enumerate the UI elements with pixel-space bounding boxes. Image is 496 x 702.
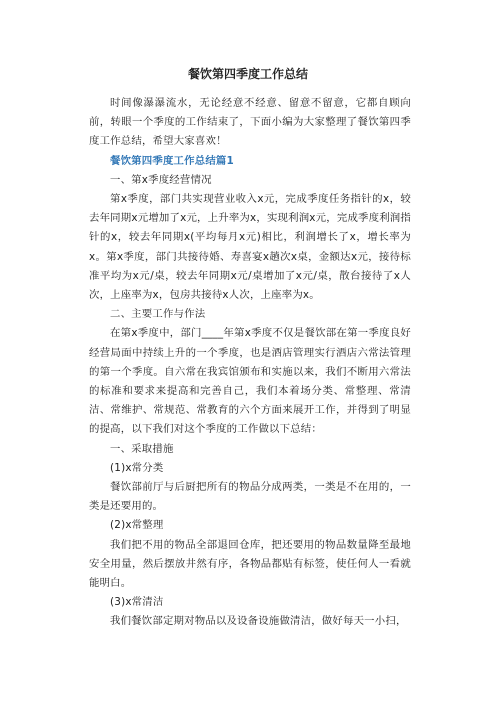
intro-paragraph: 时间像瀑瀑流水，无论经意不经意、留意不留意，它都自顾向前，转眼一个季度的工作结束了，下面小编为大家整理了餐饮第四季度工作总结，希望大家喜欢！ <box>89 97 411 148</box>
page-title: 餐饮第四季度工作总结 <box>187 67 308 81</box>
main-work-paragraph: 在第x季度中，部门____年第x季度不仅是餐饮部在第一季度良好经营局面中持续上升的一个季度，也是酒店管理实行酒店六常法管理的第一个季度。自六常在我宾馆颁布和实施以来，我们不断用六常法的标准和要求来提高和完善自己，我们本着场分类、常整理、常清洁、常维护、常规范、常教育的六个方面来展开工作，并得到了明显的提高，以下我们对这个季度的工作做以下总结： <box>89 327 411 436</box>
heading-clean: (3)x常清洁 <box>110 596 164 609</box>
heading-main-work: 二、主要工作与作法 <box>110 308 206 321</box>
organize-paragraph: 我们把不用的物品全部退回仓库，把还要用的物品数量降至最地安全用量，然后摆放井然有序，各物品都贴有标签，使任何人一看就能明白。 <box>89 538 411 590</box>
section-heading-link[interactable]: 餐饮第四季度工作总结篇1 <box>110 154 234 167</box>
clean-paragraph: 我们餐饮部定期对物品以及设备设施做清洁，做好每天一小扫， <box>110 615 407 628</box>
heading-operation-status: 一、第x季度经营情况 <box>110 173 212 186</box>
heading-organize: (2)x常整理 <box>110 519 164 532</box>
document-body <box>89 94 411 632</box>
operation-status-paragraph: 第x季度，部门共实现营业收入x元，完成季度任务指针的x，较去年同期x元增加了x元，上升率为x，实现利润x元，完成季度利润指针的x，较去年同期x(平均每月x元)相比，利润增长了x，增长率为x。第x季度，部门共接待婚、寿喜宴x趟次x桌，金额达x元，接待标准平均为x元/桌，较去年同期x元/桌增加了x元/桌，散台接待了x人次，上座率为x，包房共接待x人次，上座率为x。 <box>89 193 411 302</box>
heading-measures: 一、采取措施 <box>110 442 174 455</box>
classify-paragraph: 餐饮部前厅与后厨把所有的物品分成两类，一类是不在用的，一类是还要用的。 <box>89 481 411 513</box>
heading-classify: (1)x常分类 <box>110 461 164 474</box>
